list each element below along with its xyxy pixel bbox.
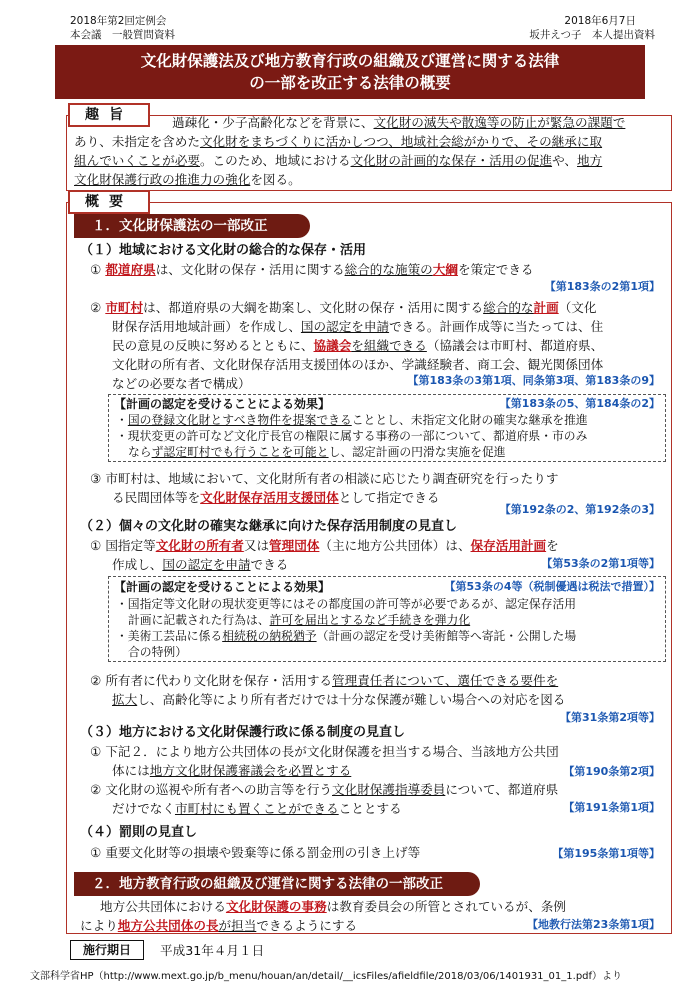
s2-effect-head: 【計画の認定を受けることによる効果】 — [114, 580, 331, 594]
s3-item-2-l1: ② 文化財の巡視や所有者への助言等を行う文化財保護指導委員について、都道府県 — [90, 782, 559, 797]
s2-effect-b2: 計画に記載された行為は、許可を届出とするなど手続きを弾力化 — [128, 613, 471, 627]
purpose-line-3: 組んでいくことが必要。このため、地域における文化財の計画的な保存・活用の促進や、地方 — [74, 153, 603, 168]
header-right-1: 2018年6月7日 — [564, 15, 636, 27]
s4-heading: （４）罰則の見直し — [80, 825, 198, 840]
s1-effect-b2: ・現状変更の許可など文化庁長官の権限に属する事務の一部について、都道府県・市のみ — [116, 429, 588, 443]
s2-effect-b3: ・美術工芸品に係る相続税の納税猶予（計画の認定を受け美術館等へ寄託・公開した場 — [116, 629, 577, 643]
s1-item-2-l5: などの必要な者で構成） — [112, 376, 251, 391]
section-2-bar: ２．地方教育行政の組織及び運営に関する法律の一部改正 — [74, 872, 480, 896]
s1-item-2-l1: ② 市町村は、都道府県の大綱を勘案し、文化財の保存・活用に関する総合的な計画（文化 — [90, 300, 597, 315]
effective-date: 平成31年４月１日 — [160, 943, 265, 958]
s1-effect-b1: ・国の登録文化財とすべき物件を提案できることとし、未指定文化財の確実な継承を推進 — [116, 413, 588, 427]
s2-item-1-l1: ① 国指定等文化財の所有者又は管理団体（主に地方公共団体）は、保存活用計画を — [90, 538, 559, 553]
s2-effect-b4: 合の特例） — [128, 645, 187, 659]
s2-item-2-l2: 拡大し、高齢化等により所有者だけでは十分な保護が難しい場合への対応を図る — [112, 692, 566, 707]
effective-label: 施行期日 — [70, 940, 144, 960]
s1-item-2-l2: 財保存活用地域計画）を作成し、国の認定を申請できる。計画作成等に当たっては、住 — [112, 319, 604, 334]
purpose-line-2: あり、未指定を含めた文化財をまちづくりに活かしつつ、地域社会総がかりで、その継承に取 — [74, 134, 603, 149]
s3-item-1-ref: 【第190条第2項】 — [563, 765, 660, 778]
header-left-2: 本会議 一般質問資料 — [70, 29, 175, 41]
s2-heading: （２）個々の文化財の確実な継承に向けた保存活用制度の見直し — [80, 519, 458, 534]
s1-effect-head: 【計画の認定を受けることによる効果】 — [114, 397, 331, 411]
s1-item-2-ref: 【第183条の3第1項、同条第3項、第183条の9】 — [407, 374, 660, 387]
s4-item-1-ref: 【第195条第1項等】 — [552, 847, 660, 860]
s3-item-1-l1: ① 下記２．により地方公共団体の長が文化財保護を担当する場合、当該地方公共団 — [90, 744, 559, 759]
s3-item-1-l2: 体には地方文化財保護審議会を必置とする — [112, 763, 352, 778]
s3-item-2-ref: 【第191条第1項】 — [563, 801, 660, 814]
header-left-1: 2018年第2回定例会 — [70, 15, 167, 27]
s1-item-1-ref: 【第183条の2第1項】 — [544, 280, 660, 293]
s3-item-2-l2: だけでなく市町村にも置くことができることとする — [112, 801, 402, 816]
sec2-line-1: 地方公共団体における文化財保護の事務は教育委員会の所管とされているが、条例 — [100, 899, 566, 914]
s1-item-3-l2: る民間団体等を文化財保存活用支援団体として指定できる — [112, 490, 440, 505]
header-right-2: 坂井えつ子 本人提出資料 — [529, 29, 655, 41]
s1-heading: （１）地域における文化財の総合的な保存・活用 — [80, 243, 367, 258]
source-note: 文部科学省HP（http://www.mext.go.jp/b_menu/houan/an/detail/__icsFiles/afieldfile/2018/03/06/1401931_01_1.pdf）より — [30, 971, 623, 982]
title-line-1: 文化財保護法及び地方教育行政の組織及び運営に関する法律 — [140, 52, 560, 70]
purpose-line-4: 文化財保護行政の推進力の強化を図る。 — [74, 172, 301, 187]
s1-item-1: ① 都道府県は、文化財の保存・活用に関する総合的な施策の大綱を策定できる — [90, 262, 534, 277]
s2-item-1-l2: 作成し、国の認定を申請できる — [112, 557, 289, 572]
sec2-line-2: により地方公共団体の長が担当できるようにする — [80, 918, 358, 933]
title-line-2: の一部を改正する法律の概要 — [249, 74, 451, 92]
document-title — [55, 45, 645, 99]
s2-item-1-ref: 【第53条の2第1項等】 — [541, 557, 660, 570]
s1-item-3-ref: 【第192条の2、第192条の3】 — [499, 503, 660, 516]
s2-effect-b1: ・国指定等文化財の現状変更等にはその都度国の許可等が必要であるが、認定保存活用 — [116, 597, 577, 611]
s1-item-2-l4: 文化財の所有者、文化財保存活用支援団体のほか、学識経験者、商工会、観光関係団体 — [112, 357, 604, 372]
purpose-tag: 趣旨 — [68, 103, 150, 127]
s2-item-2-ref: 【第31条第2項等】 — [560, 711, 660, 724]
s2-item-2-l1: ② 所有者に代わり文化財を保存・活用する管理責任者について、選任できる要件を — [90, 673, 559, 688]
s3-heading: （３）地方における文化財保護行政に係る制度の見直し — [80, 725, 406, 740]
sec2-ref: 【地教行法第23条第1項】 — [527, 918, 660, 931]
overview-tag: 概要 — [68, 190, 150, 214]
s1-effect-ref: 【第183条の5、第184条の2】 — [499, 397, 660, 410]
purpose-line-1: 過疎化・少子高齢化などを背景に、文化財の滅失や散逸等の防止が緊急の課題で — [172, 115, 626, 130]
s1-item-2-l3: 民の意見の反映に努めるとともに、協議会を組織できる（協議会は市町村、都道府県、 — [112, 338, 604, 353]
s4-item-1: ① 重要文化財等の損壊や毀棄等に係る罰金刑の引き上げ等 — [90, 845, 421, 860]
section-1-bar: １．文化財保護法の一部改正 — [74, 214, 310, 238]
s1-effect-b3: ならず認定町村でも行うことを可能とし、認定計画の円滑な実施を促進 — [128, 445, 506, 459]
s1-item-3-l1: ③ 市町村は、地域において、文化財所有者の相談に応じたり調査研究を行ったりす — [90, 471, 559, 486]
s2-effect-ref: 【第53条の4等（税制優遇は税法で措置）】 — [444, 580, 660, 593]
